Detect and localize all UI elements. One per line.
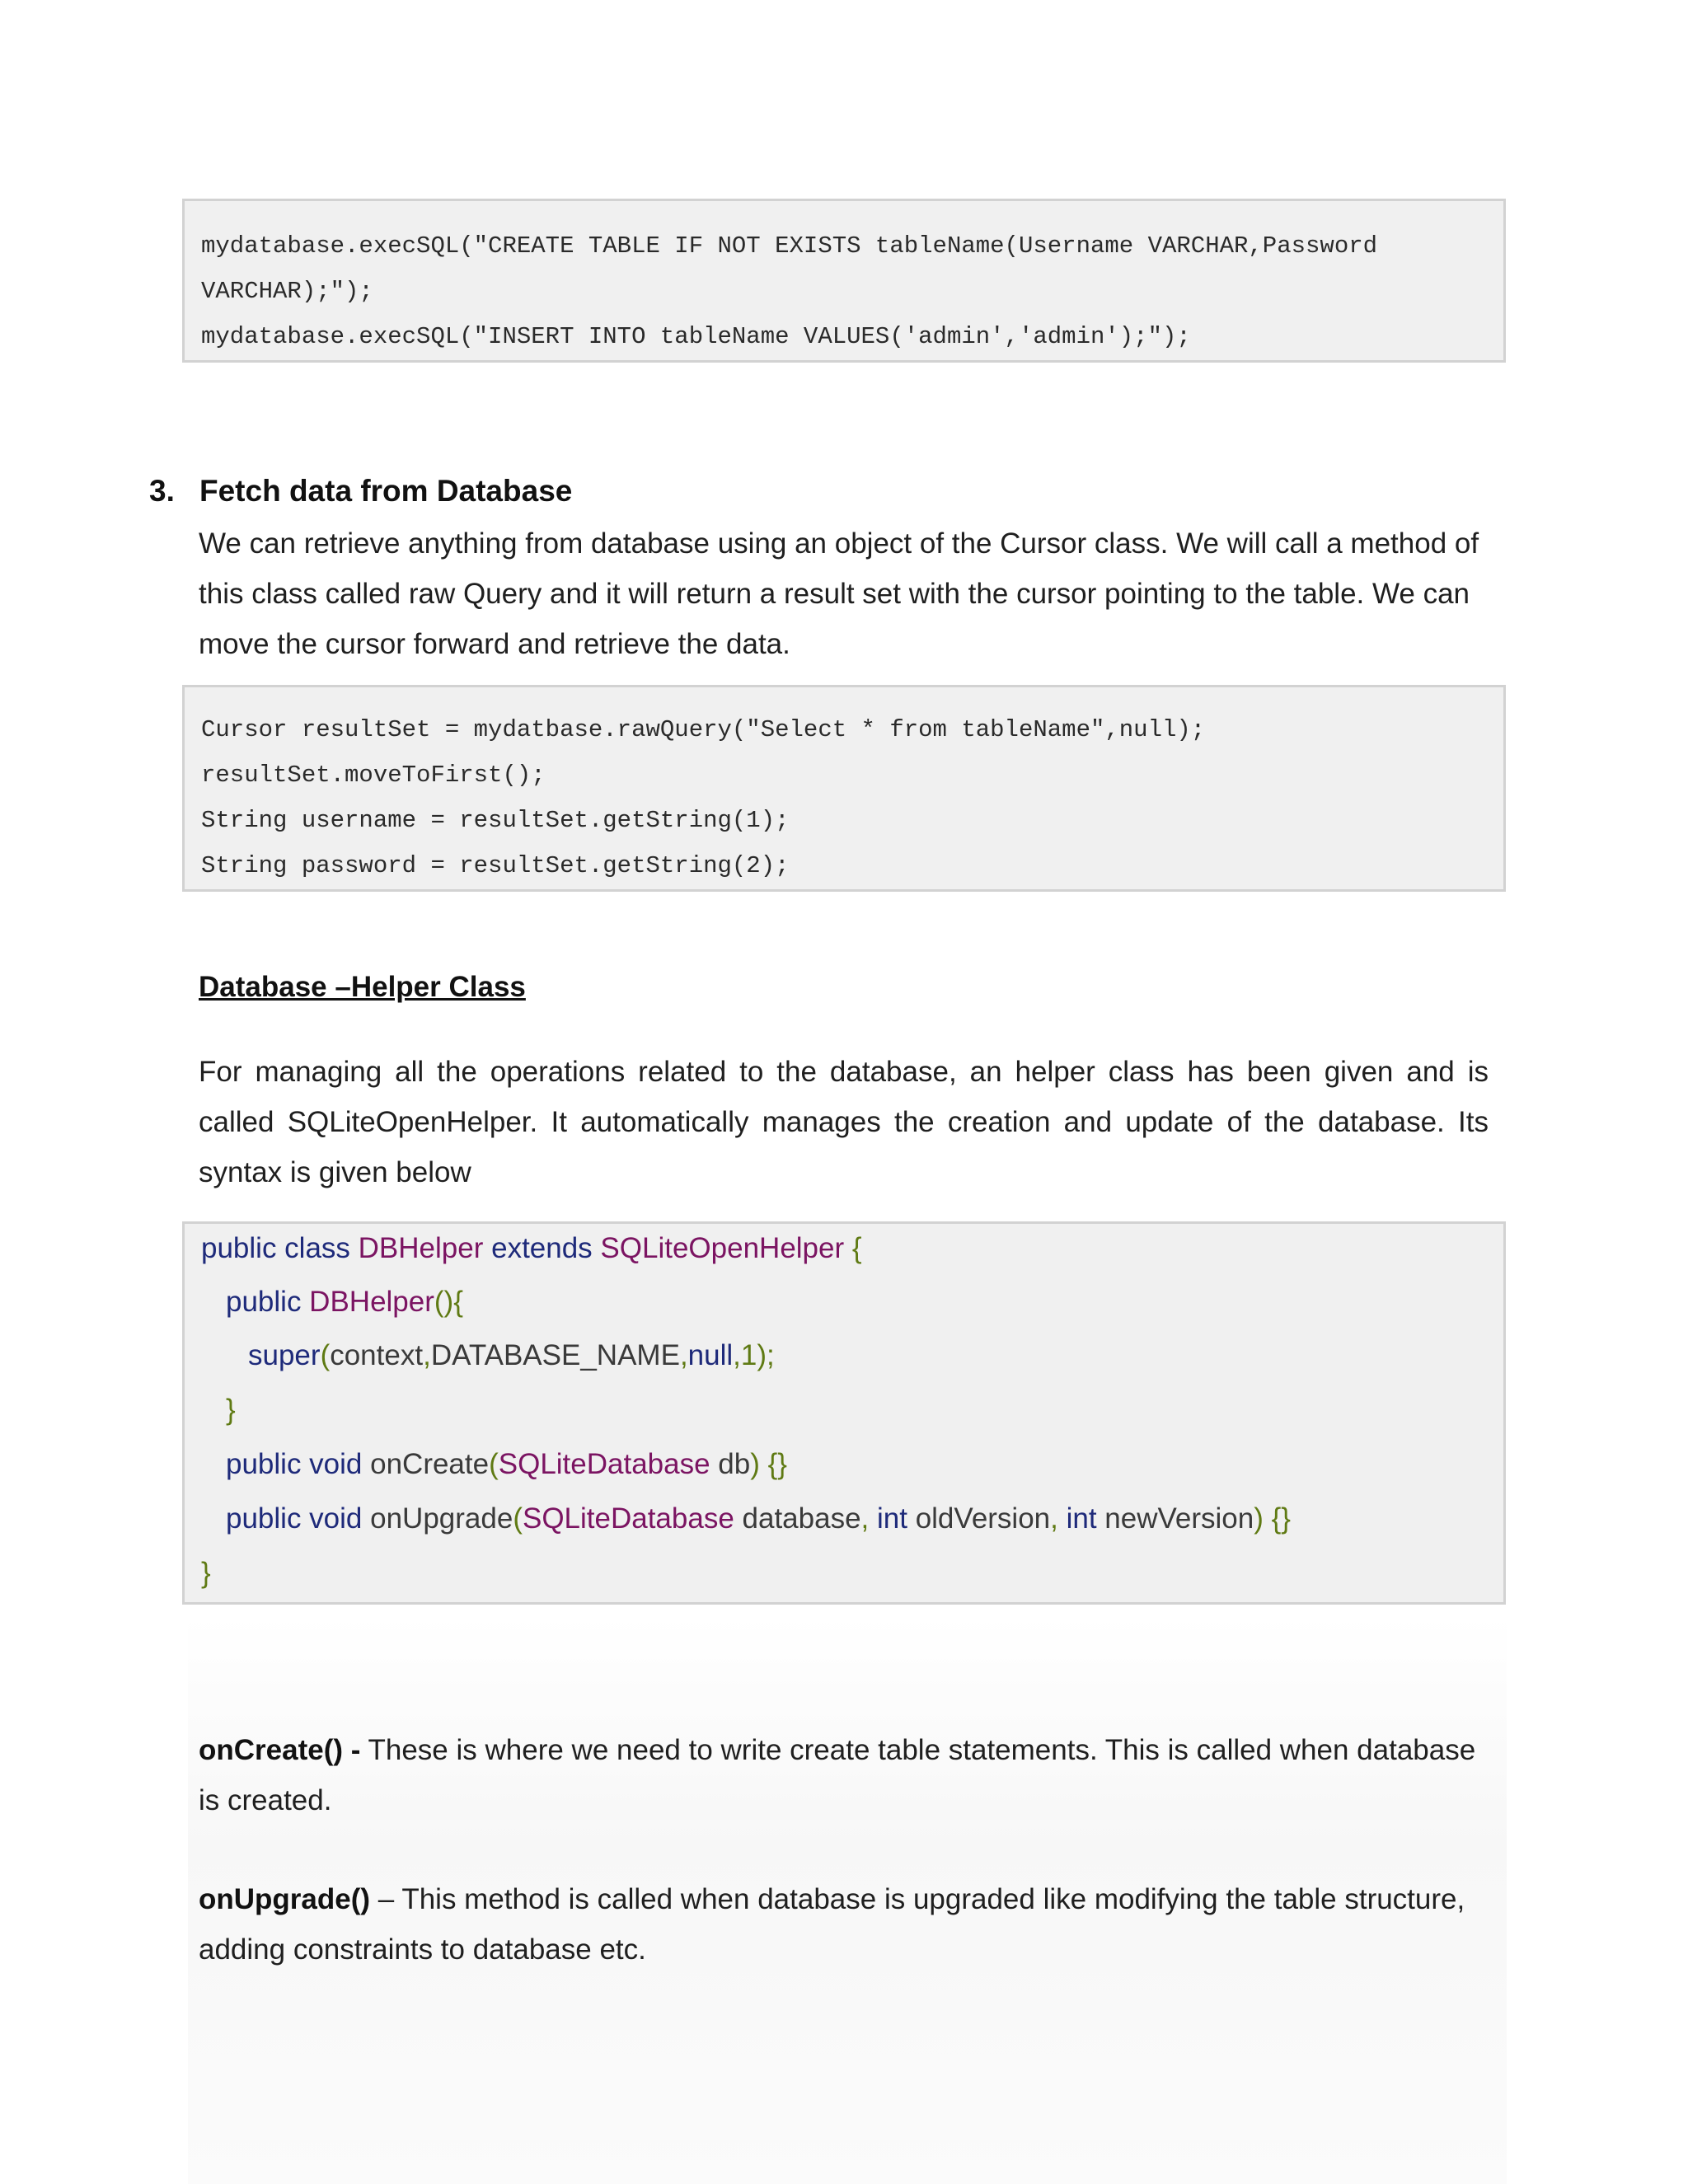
code-line: public class DBHelper extends SQLiteOpenHelper { — [201, 1232, 862, 1264]
section-heading — [149, 474, 572, 509]
code-block-sql-create — [182, 199, 1506, 363]
code-line: public DBHelper(){ — [226, 1286, 463, 1318]
oncreate-description: onCreate() - These is where we need to write create table statements. This is called when database is created. — [199, 1734, 1476, 1816]
section-number: 3. — [149, 474, 175, 508]
section-paragraph: We can retrieve anything from database using an object of the Cursor class. We will call a method of this class called raw Query and it will return a result set with the cursor pointing to the table. We can move the cursor forward and retrieve the data. — [199, 527, 1479, 660]
code-line: Cursor resultSet = mydatbase.rawQuery("Select * from tableName",null); — [201, 716, 1206, 743]
code-line: public void onUpgrade(SQLiteDatabase database, int oldVersion, int newVersion) {} — [226, 1502, 1291, 1535]
code-line: String username = resultSet.getString(1); — [201, 807, 790, 834]
code-line: VARCHAR);"); — [201, 278, 373, 305]
onupgrade-description: onUpgrade() – This method is called when database is upgraded like modifying the table structure, adding constraints to database etc. — [199, 1883, 1465, 1966]
code-line: String password = resultSet.getString(2); — [201, 852, 790, 879]
code-line: } — [226, 1394, 236, 1426]
code-line: public void onCreate(SQLiteDatabase db) {} — [226, 1448, 787, 1480]
helper-paragraph: For managing all the operations related to the database, an helper class has been given and is called SQLiteOpenHelper. It automatically manages the creation and update of the database. Its syntax is given below — [199, 1056, 1489, 1188]
term-oncreate: onCreate() - — [199, 1734, 361, 1766]
code-line: mydatabase.execSQL("CREATE TABLE IF NOT EXISTS tableName(Username VARCHAR,Password — [201, 232, 1378, 260]
code-line: resultSet.moveToFirst(); — [201, 762, 546, 789]
code-block-cursor — [182, 685, 1506, 892]
code-line: mydatabase.execSQL("INSERT INTO tableName VALUES('admin','admin');"); — [201, 323, 1191, 350]
subsection-title: Database –Helper Class — [199, 971, 526, 1003]
term-onupgrade: onUpgrade() — [199, 1883, 371, 1915]
code-line: super(context,DATABASE_NAME,null,1); — [248, 1339, 775, 1371]
code-block-dbhelper — [182, 1221, 1506, 1605]
section-title: Fetch data from Database — [199, 474, 573, 508]
code-line: } — [201, 1557, 211, 1589]
